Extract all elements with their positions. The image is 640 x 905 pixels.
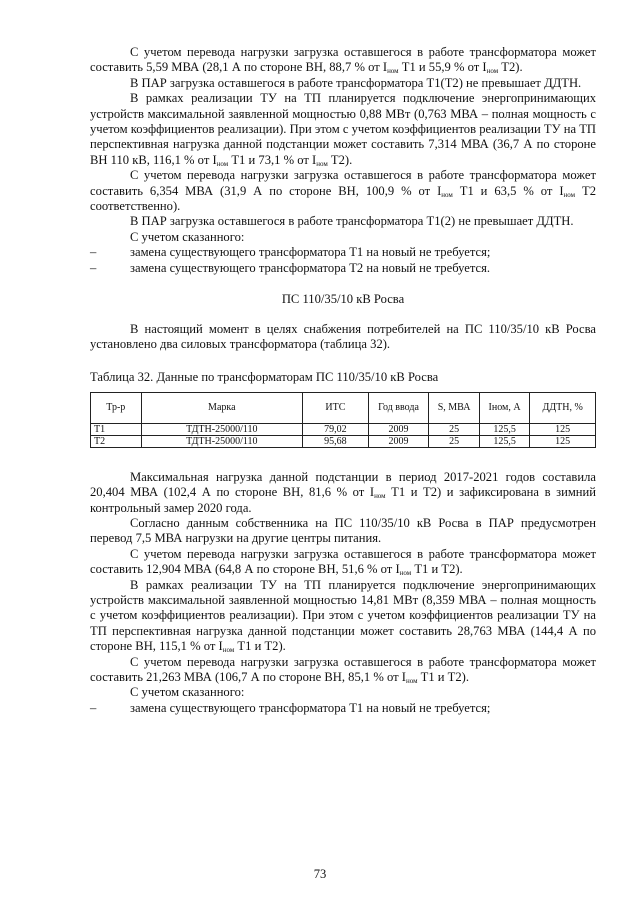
table-cell: 95,68 — [303, 435, 369, 447]
paragraph: С учетом перевода нагрузки загрузка оставшегося в работе трансформатора может составить 5,59 МВА (28,1 А по стороне ВН, 88,7 % от $I_{ном}$ Т1 и 55,9 % от $I_{ном}$ Т2). — [90, 45, 596, 76]
table-cell: 125 — [530, 423, 596, 435]
paragraph: В рамках реализации ТУ на ТП планируется подключение энергопринимающих устройств максимальной заявленной мощностью 0,88 МВт (0,763 МВА – полная мощность с учетом коэффициентов реализации). При этом с учетом коэффициентов реализации ТУ на ТП перспективная нагрузка данной подстанции может составить 7,314 МВА (36,7 А по стороне ВН 110 кВ, 116,1 % от $I_{ном}$ Т1 и 73,1 % от $I_{ном}$ Т2). — [90, 91, 596, 168]
paragraph: С учетом сказанного: — [130, 229, 245, 244]
col-header-brand: Марка — [141, 392, 303, 423]
table-cell: 125,5 — [479, 423, 530, 435]
table-cell: 125 — [530, 435, 596, 447]
table-cell: ТДТН-25000/110 — [141, 423, 303, 435]
list-item-text: замена существующего трансформатора Т2 на новый не требуется. — [130, 260, 491, 275]
list-item — [90, 261, 596, 276]
paragraph: Согласно данным собственника на ПС 110/35/10 кВ Росва в ПАР предусмотрен перевод 7,5 МВА нагрузки на другие центры питания. — [90, 515, 596, 546]
table-row — [91, 423, 596, 435]
col-header-its: ИТС — [303, 392, 369, 423]
list-dash: – — [90, 245, 97, 260]
table-row — [91, 435, 596, 447]
col-header-current: Iном, А — [479, 392, 530, 423]
paragraph: С учетом сказанного: — [130, 685, 245, 700]
paragraph: С учетом перевода нагрузки загрузка оставшегося в работе трансформатора может составить 6,354 МВА (31,9 А по стороне ВН, 100,9 % от $I_{ном}$ Т1 и 63,5 % от $I_{ном}$ Т2 соответственно). — [90, 168, 596, 214]
table-cell: 2009 — [368, 423, 429, 435]
paragraph: В ПАР загрузка оставшегося в работе трансформатора Т1(2) не превышает ДДТН. — [130, 214, 574, 229]
table-cell: 25 — [429, 435, 480, 447]
list-item — [90, 701, 596, 716]
paragraph: Максимальная нагрузка данной подстанции в период 2017-2021 годов составила 20,404 МВА (102,4 А по стороне ВН, 81,6 % от $I_{ном}$ Т1 и Т2) и зафиксирована в зимний контрольный замер 2020 года. — [90, 469, 597, 515]
page-content — [90, 45, 596, 716]
section-heading: ПС 110/35/10 кВ Росва — [281, 292, 405, 307]
paragraph: В настоящий момент в целях снабжения потребителей на ПС 110/35/10 кВ Росва установлено два силовых трансформатора (таблица 32). — [90, 321, 596, 351]
col-header-ddtn: ДДТН, % — [530, 392, 596, 423]
paragraph: С учетом перевода нагрузки загрузка оставшегося в работе трансформатора может составить 21,263 МВА (106,7 А по стороне ВН, 85,1 % от $I_{ном}$ Т1 и Т2). — [90, 654, 596, 685]
paragraph: В рамках реализации ТУ на ТП планируется подключение энергопринимающих устройств максимальной заявленной мощностью 14,81 МВт (8,359 МВА – полная мощность с учетом коэффициентов реализации). При этом с учетом коэффициентов реализации ТУ на ТП перспективная нагрузка данной подстанции может составить 28,763 МВА (144,4 А по стороне ВН, 115,1 % от $I_{ном}$ Т1 и Т2). — [90, 577, 596, 655]
table-cell: 125,5 — [479, 435, 530, 447]
list-item-text: замена существующего трансформатора Т1 на новый не требуется; — [130, 245, 491, 260]
transformer-table — [90, 392, 596, 448]
table-cell: 2009 — [368, 435, 429, 447]
col-header-transformer: Тр-р — [91, 392, 142, 423]
table-header-row — [91, 392, 596, 423]
paragraph: С учетом перевода нагрузки загрузка оставшегося в работе трансформатора может составить 12,904 МВА (64,8 А по стороне ВН, 51,6 % от $I_{ном}$ Т1 и Т2). — [90, 546, 596, 578]
table-cell: ТДТН-25000/110 — [141, 435, 303, 447]
list-dash: – — [90, 260, 97, 275]
list-item — [90, 245, 596, 260]
table-cell: Т1 — [91, 423, 142, 435]
col-header-year: Год ввода — [368, 392, 429, 423]
table-cell: 79,02 — [303, 423, 369, 435]
col-header-power: S, МВА — [429, 392, 480, 423]
page-number: 73 — [313, 867, 327, 881]
list-item-text: замена существующего трансформатора Т1 на новый не требуется; — [130, 700, 491, 715]
list-dash: – — [90, 700, 97, 715]
table-cell: 25 — [429, 423, 480, 435]
table-caption: Таблица 32. Данные по трансформаторам ПС 110/35/10 кВ Росва — [90, 370, 439, 385]
table-cell: Т2 — [91, 435, 142, 447]
paragraph: В ПАР загрузка оставшегося в работе трансформатора Т1(Т2) не превышает ДДТН. — [130, 75, 582, 90]
